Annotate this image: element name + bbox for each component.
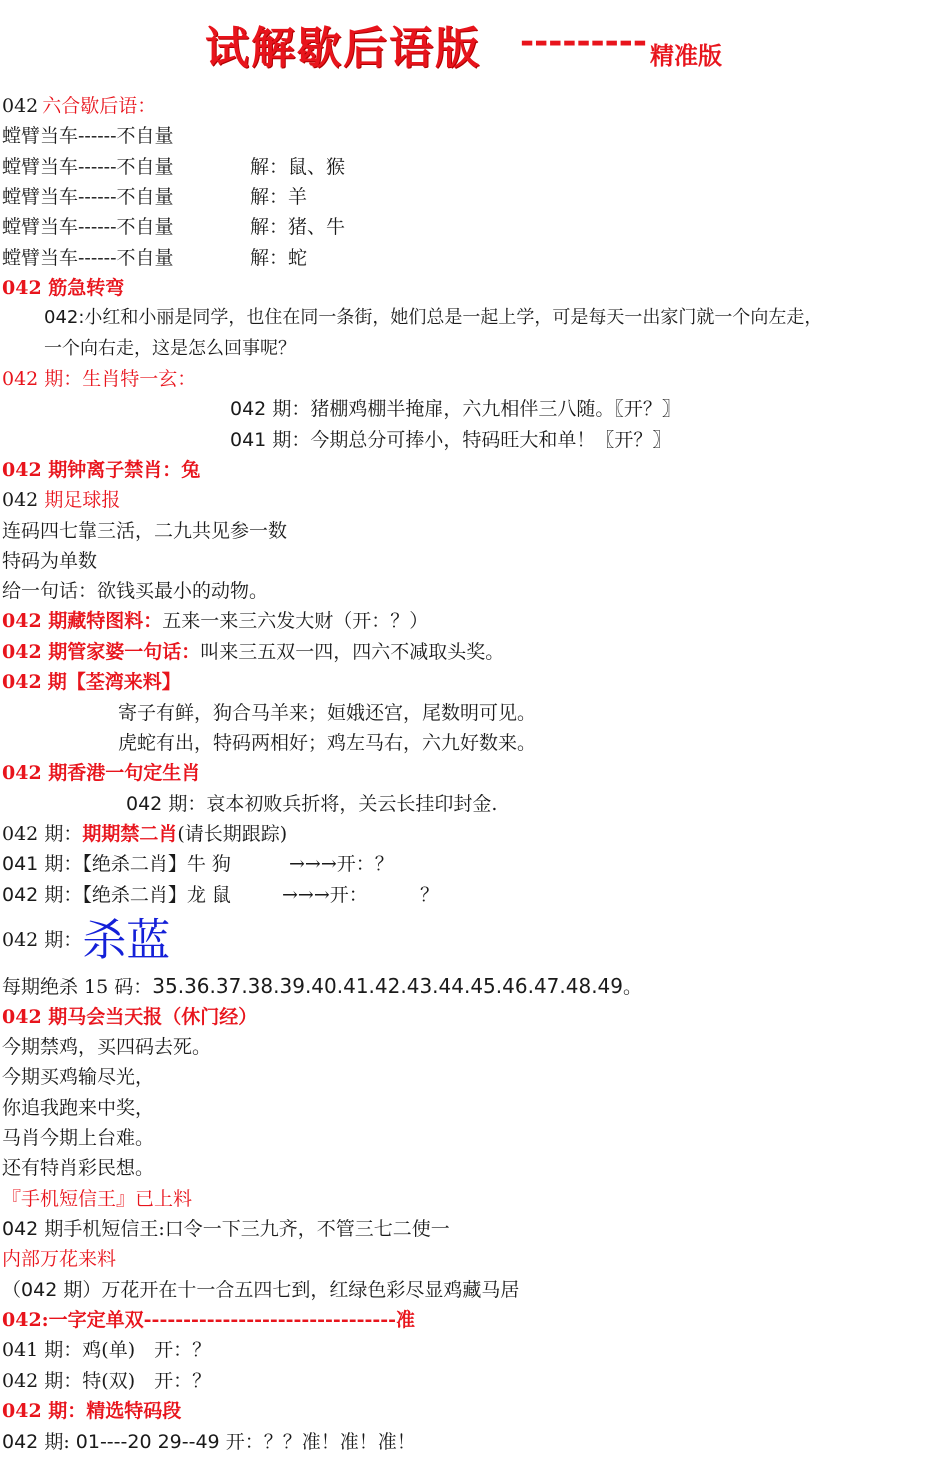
jingxuan-tail: 开：？？准！准！准！	[225, 1431, 416, 1453]
section-note: (请长期跟踪)	[177, 823, 288, 845]
riddle-answer: 解：鼠、猴	[250, 156, 346, 178]
section-hk-heading: 042 期香港一句定生肖	[2, 762, 201, 784]
mahui-line: 今期禁鸡，买四码去死。	[2, 1036, 212, 1058]
wanhua-line	[2, 1275, 519, 1305]
sms-text: 期手机短信王:口令一下三九齐，不管三七二使一	[44, 1218, 450, 1240]
riddle-line	[2, 152, 346, 182]
jingxuan-range: 01----20 29--49	[75, 1431, 220, 1453]
section-shalan	[2, 912, 170, 968]
jingxuan-line	[2, 1427, 416, 1457]
mahui-line: 马肖今期上台难。	[2, 1127, 155, 1149]
zuqiu-line: 给一句话：欲钱买最小的动物。	[2, 580, 269, 602]
riddle-text: 螳臂当车------不自量	[2, 156, 174, 178]
zuqiu-line: 连码四七靠三活，二九共见参一数	[2, 520, 288, 542]
hk-text: 期：哀本初败兵折将，关云长挂印封金.	[168, 793, 498, 815]
kill15-numbers: 35.36.37.38.39.40.41.42.43.44.45.46.47.48.49	[152, 974, 624, 998]
issue-number: 041	[2, 853, 39, 875]
kill15-label: 每期绝杀 15 码：	[2, 976, 153, 998]
mahui-line: 还有特肖彩民想。	[2, 1157, 155, 1179]
jin2-open: ？	[420, 884, 440, 906]
section-shengxiao-heading: 042 期：生肖特一玄：	[2, 368, 197, 390]
issue-number: 042	[2, 823, 39, 845]
section-label: 期【荃湾来料】	[47, 671, 181, 693]
section-label: 期足球报	[44, 489, 121, 511]
section-sms-heading: 『手机短信王』已上料	[2, 1188, 193, 1210]
issue-label: 期：	[44, 823, 83, 845]
jinji-question-line: 一个向右走，这是怎么回事呢？	[44, 338, 296, 359]
quanwan-line: 寄子有鲜，狗合马羊来；姮娥还宫，尾数明可见。	[118, 702, 537, 724]
jin2-text: 期：【绝杀二肖】牛 狗	[44, 853, 231, 875]
section-wanhua-heading: 内部万花来料	[2, 1248, 117, 1270]
riddle-text: 螳臂当车------不自量	[2, 125, 174, 147]
issue-label: 期:	[44, 1431, 70, 1453]
shengxiao-line	[230, 425, 671, 455]
jin2-text: 期：【绝杀二肖】龙 鼠	[44, 884, 231, 906]
quanwan-line: 虎蛇有出，特码两相好；鸡左马右，六九好数来。	[118, 732, 537, 754]
jin2-result: →→→开：	[282, 884, 368, 906]
riddle-line	[2, 243, 308, 273]
bracket: （	[2, 1279, 22, 1301]
issue-number: 042	[2, 884, 39, 906]
mahui-line: 今期买鸡输尽光，	[2, 1066, 155, 1088]
section-label: 六合歇后语：	[42, 95, 157, 117]
zuqiu-line: 特码为单数	[2, 550, 98, 572]
section-jingxuan-heading: 042 期：精选特码段	[2, 1400, 182, 1422]
title-dash: ---------	[520, 22, 648, 62]
riddle-answer: 解：猪、牛	[250, 216, 346, 238]
title-banner	[0, 12, 950, 74]
jin2-row	[2, 880, 440, 910]
danshuang-row: 042 期：特(双) 开：？	[2, 1370, 212, 1392]
hk-line	[126, 789, 497, 819]
jinji-question-line: 042:小红和小丽是同学，也住在同一条街，她们总是一起上学，可是每天一出家门就一个向左走，	[44, 307, 823, 328]
kill15-end: 。	[623, 976, 643, 998]
issue-number: 042	[2, 1218, 39, 1240]
riddle-text: 螳臂当车------不自量	[2, 247, 174, 269]
issue-number: 041	[230, 429, 267, 451]
jin2-result: →→→开：？	[289, 853, 394, 875]
section-kill15	[2, 971, 642, 1001]
shengxiao-text: 期：今期总分可捧小，特码旺大和单！〖开？〗	[272, 429, 672, 451]
section-danshuang-heading: 042:一字定单双--------------------------------准	[2, 1309, 416, 1331]
mahui-line: 你追我跑来中奖，	[2, 1097, 155, 1119]
section-label: 042 期藏特图料：	[2, 610, 163, 632]
guanjia-text: 叫来三五双一四，四六不减取头奖。	[200, 641, 505, 663]
jin2-row	[2, 849, 394, 879]
issue-number: 042	[2, 489, 39, 511]
section-jin2-heading	[2, 819, 287, 849]
riddle-answer: 解：羊	[250, 186, 308, 208]
cangte-text: 五来一来三六发大财（开：？）	[162, 610, 429, 632]
wanhua-text: 期）万花开在十一合五四七到，红绿色彩尽显鸡藏马居	[63, 1279, 520, 1301]
section-guanjia	[2, 637, 504, 667]
issue-number: 042	[21, 1279, 58, 1301]
section-cangte	[2, 606, 428, 636]
sms-line	[2, 1214, 450, 1244]
section-zuqiu-heading	[2, 485, 120, 515]
section-label: 042 期管家婆一句话：	[2, 641, 201, 663]
section-label: 期期禁二肖	[82, 823, 178, 845]
section-zhongli: 042 期钟离子禁肖：兔	[2, 459, 201, 481]
issue-label: 042 期：	[2, 929, 83, 951]
riddle-line	[2, 121, 174, 151]
riddle-answer: 解：蛇	[250, 247, 308, 269]
riddle-text: 螳臂当车------不自量	[2, 216, 174, 238]
issue-number: 042	[126, 793, 163, 815]
section-jinji-heading: 042 筋急转弯	[2, 277, 125, 299]
title-subtitle: 精准版	[650, 42, 722, 70]
shalan-big-text: 杀蓝	[82, 915, 171, 966]
riddle-line	[2, 182, 308, 212]
section-mahui-heading: 042 期马会当天报（休门经）	[2, 1006, 258, 1028]
issue-number: 042	[2, 1431, 39, 1453]
section-riddle-heading	[2, 91, 156, 121]
section-quanwan-heading	[2, 667, 181, 697]
issue-number: 042	[2, 671, 42, 693]
page-title: 试解歇后语版	[205, 23, 481, 74]
issue-number: 042	[2, 95, 39, 117]
riddle-text: 螳臂当车------不自量	[2, 186, 174, 208]
shengxiao-line	[230, 394, 681, 424]
danshuang-row: 041 期：鸡(单) 开：？	[2, 1339, 212, 1361]
riddle-line	[2, 212, 346, 242]
shengxiao-text: 期：猪棚鸡棚半掩扉，六九相伴三八随。〖开？〗	[272, 398, 681, 420]
issue-number: 042	[230, 398, 267, 420]
